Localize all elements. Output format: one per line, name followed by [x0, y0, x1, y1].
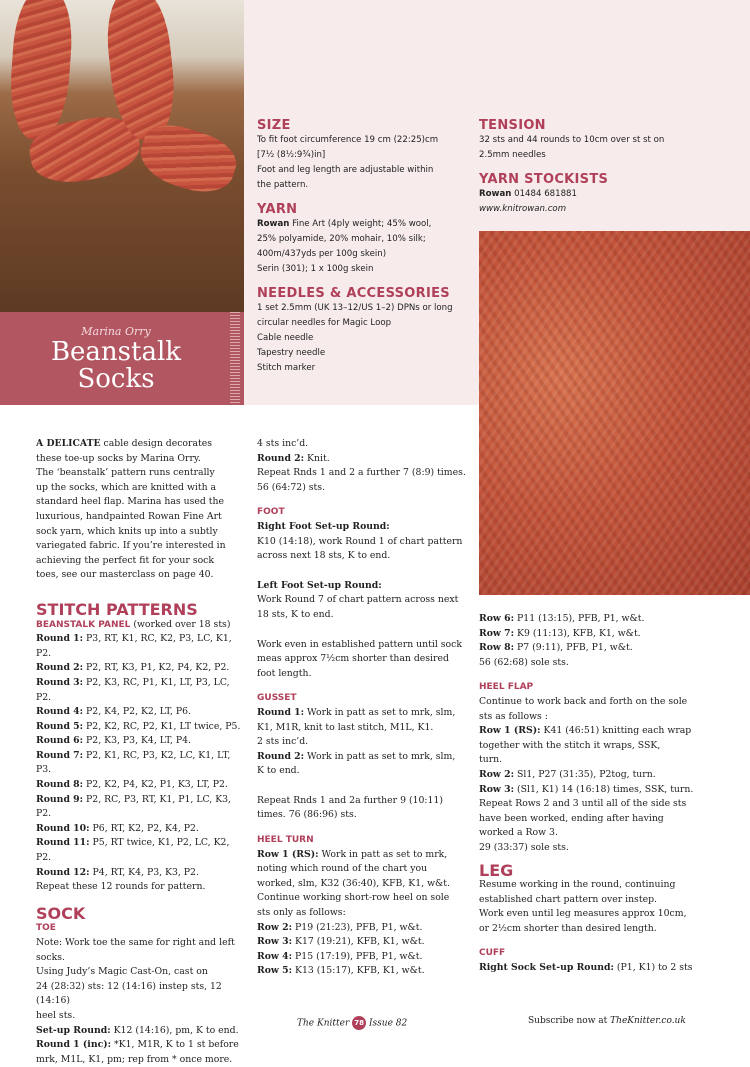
- pattern-round: Round 10: P6, RT, K2, P2, K4, P2.: [36, 822, 199, 834]
- intro-line: sock yarn, which knits up into a subtly: [36, 525, 218, 537]
- col3-line: Continue to work back and forth on the sole: [479, 695, 688, 707]
- size-line: Foot and leg length are adjustable within: [257, 165, 434, 175]
- col2-line: across next 18 sts, K to end.: [257, 550, 391, 562]
- leg-heading: LEG: [479, 860, 514, 880]
- col2-line: K1, M1R, knit to last stitch, M1L, K1.: [257, 721, 434, 733]
- title-line-1: Beanstalk: [50, 337, 182, 367]
- stitch-border: [230, 312, 240, 405]
- col3-line: Repeat Rows 2 and 3 until all of the side sts: [479, 798, 687, 810]
- needles-line: Tapestry needle: [257, 348, 326, 358]
- sock-line: Note: Work toe the same for right and left: [36, 937, 235, 948]
- col2-line: Work even in established pattern until sock: [257, 638, 462, 650]
- col3-line: worked a Row 3.: [479, 827, 558, 839]
- column-1: [36, 437, 246, 1067]
- pattern-round: Round 11: P5, RT twice, K1, P2, LC, K2, P2.: [36, 837, 230, 864]
- tension-line: 2.5mm needles: [479, 150, 546, 160]
- heel-flap-heading: HEEL FLAP: [479, 682, 534, 693]
- size-line: To fit foot circumference 19 cm (22:25)cm: [257, 135, 439, 145]
- magazine-name: The Knitter: [297, 1018, 350, 1029]
- pattern-round: Round 6: P2, K3, P3, K4, LT, P4.: [36, 735, 192, 747]
- column-2: [257, 437, 472, 979]
- heel-turn-heading: HEEL TURN: [257, 835, 314, 846]
- tension-line: 32 sts and 44 rounds to 10cm over st st on: [479, 135, 665, 145]
- col3-line: together with the stitch it wraps, SSK,: [479, 739, 661, 751]
- col2-line: Continue working short-row heel on sole: [257, 892, 450, 904]
- sock-line: socks.: [36, 951, 65, 963]
- footer-left: [297, 1016, 407, 1030]
- intro-line: The ‘beanstalk’ pattern runs centrally: [36, 467, 215, 479]
- knit-closeup-photo: [479, 231, 750, 595]
- title-panel: [0, 312, 244, 405]
- yarn-line: 400m/437yds per 100g skein): [257, 249, 387, 259]
- col2-line: Repeat Rnds 1 and 2 a further 7 (8:9) times.: [257, 467, 466, 479]
- pattern-round: Round 4: P2, K4, P2, K2, LT, P6.: [36, 706, 192, 718]
- heel-turn-row: Row 3: K17 (19:21), KFB, K1, w&t.: [257, 936, 425, 948]
- yarn-line: Serin (301); 1 x 100g skein: [257, 264, 374, 274]
- sock-setup: Set-up Round: K12 (14:16), pm, K to end.: [36, 1024, 239, 1036]
- sock-heading: SOCK: [36, 903, 86, 923]
- author-name: Marina Orry: [81, 325, 151, 338]
- yarn-heading: YARN: [257, 202, 298, 217]
- right-foot-setup: Right Foot Set-up Round:: [257, 520, 390, 532]
- col3-line: have been worked, ending after having: [479, 812, 664, 824]
- gusset-round-1: Round 1: Work in patt as set to mrk, slm,: [257, 706, 456, 718]
- col2-round-2: Round 2: Knit.: [257, 452, 330, 464]
- col3-line: or 2½cm shorter than desired length.: [479, 922, 657, 934]
- subscribe-text: Subscribe now at: [528, 1016, 611, 1026]
- intro-line: up the socks, which are knitted with a: [36, 481, 217, 493]
- heel-turn-row-1: Row 1 (RS): Work in patt as set to mrk,: [257, 848, 448, 860]
- size-line: [7½ (8½:9¾)in]: [257, 150, 326, 160]
- col2-line: noting which round of the chart you: [257, 863, 428, 875]
- col2-line: 56 (64:72) sts.: [257, 481, 326, 493]
- col2-line: worked, slm, K32 (36:40), KFB, K1, w&t.: [257, 877, 450, 889]
- pattern-repeat: Repeat these 12 rounds for pattern.: [36, 881, 206, 893]
- sock-line: Using Judy’s Magic Cast-On, cast on: [36, 966, 208, 978]
- sock-line: heel sts.: [36, 1009, 76, 1021]
- col2-line: foot length.: [257, 667, 312, 679]
- socks-photo: [0, 0, 244, 312]
- heel-turn-row: Row 2: P19 (21:23), PFB, P1, w&t.: [257, 921, 423, 933]
- intro-line: luxurious, handpainted Rowan Fine Art: [36, 510, 222, 522]
- needles-line: circular needles for Magic Loop: [257, 318, 392, 328]
- left-foot-setup: Left Foot Set-up Round:: [257, 579, 382, 591]
- col3-line: sts as follows :: [479, 710, 548, 722]
- col2-line: 18 sts, K to end.: [257, 608, 334, 620]
- stockist-web[interactable]: www.knitrowan.com: [479, 204, 567, 214]
- sock-line: 24 (28:32) sts: 12 (14:16) instep sts, 12 (14:16): [36, 980, 222, 1007]
- stockist-line: Rowan 01484 681881: [479, 189, 577, 199]
- heel-flap-row-3: Row 3: (Sl1, K1) 14 (16:18) times, SSK, turn.: [479, 783, 694, 795]
- sole-count: 56 (62:68) sole sts.: [479, 656, 569, 668]
- intro-line: toes, see our masterclass on page 40.: [36, 569, 214, 581]
- needles-line: Stitch marker: [257, 363, 316, 373]
- heel-flap-row-1: Row 1 (RS): K41 (46:51) knitting each wrap: [479, 725, 692, 737]
- needles-line: 1 set 2.5mm (UK 13–12/US 1–2) DPNs or long: [257, 303, 453, 313]
- title-line-2: Socks: [77, 364, 155, 394]
- heel-turn-row: Row 8: P7 (9:11), PFB, P1, w&t.: [479, 642, 633, 654]
- cuff-heading: CUFF: [479, 948, 506, 959]
- cuff-setup: Right Sock Set-up Round: (P1, K1) to 2 sts: [479, 962, 693, 974]
- sock-line: mrk, M1L, K1, pm; rep from * once more.: [36, 1053, 233, 1065]
- col2-line: Work Round 7 of chart pattern across next: [257, 594, 459, 606]
- needles-heading: NEEDLES & ACCESSORIES: [257, 286, 450, 301]
- page-number: 78: [352, 1016, 366, 1030]
- pattern-round: Round 2: P2, RT, K3, P1, K2, P4, K2, P2.: [36, 662, 230, 674]
- tension-heading: TENSION: [479, 118, 546, 133]
- specs-column: [257, 118, 472, 376]
- foot-heading: FOOT: [257, 507, 285, 518]
- intro-line: achieving the perfect fit for your sock: [36, 554, 215, 566]
- heel-turn-row: Row 4: P15 (17:19), PFB, P1, w&t.: [257, 950, 423, 962]
- sock-round-1: Round 1 (inc): *K1, M1R, K to 1 st before: [36, 1039, 239, 1051]
- col2-line: K to end.: [257, 765, 300, 777]
- intro-line: A DELICATE cable design decorates: [36, 438, 213, 449]
- size-heading: SIZE: [257, 118, 291, 133]
- col3-line: established chart pattern over instep.: [479, 893, 657, 905]
- footer-right: [528, 1016, 686, 1026]
- pattern-round: Round 7: P2, K1, RC, P3, K2, LC, K1, LT, P3.: [36, 749, 231, 776]
- needles-line: Cable needle: [257, 333, 314, 343]
- tension-column: [479, 118, 739, 217]
- col2-line: sts only as follows:: [257, 907, 346, 919]
- size-line: the pattern.: [257, 180, 309, 190]
- pattern-round: Round 1: P3, RT, K1, RC, K2, P3, LC, K1, P2.: [36, 633, 232, 659]
- yarn-line: Rowan Fine Art (4ply weight; 45% wool,: [257, 219, 432, 229]
- pattern-round: Round 8: P2, K2, P4, K2, P1, K3, LT, P2.: [36, 779, 228, 791]
- gusset-heading: GUSSET: [257, 693, 297, 704]
- pattern-round: Round 5: P2, K2, RC, P2, K1, LT twice, P5.: [36, 720, 241, 732]
- col2-line: 4 sts inc’d.: [257, 438, 309, 449]
- col3-line: turn.: [479, 754, 503, 766]
- gusset-round-2: Round 2: Work in patt as set to mrk, slm,: [257, 750, 456, 762]
- intro-line: standard heel flap. Marina has used the: [36, 496, 225, 508]
- col3-line: Work even until leg measures approx 10cm,: [479, 908, 687, 920]
- col2-line: meas approx 7½cm shorter than desired: [257, 653, 449, 665]
- stockists-heading: YARN STOCKISTS: [479, 172, 609, 187]
- heel-turn-row: Row 5: K13 (15:17), KFB, K1, w&t.: [257, 965, 425, 977]
- yarn-line: 25% polyamide, 20% mohair, 10% silk;: [257, 234, 426, 244]
- stitch-patterns-heading: STITCH PATTERNS: [36, 599, 198, 619]
- heel-turn-row: Row 6: P11 (13:15), PFB, P1, w&t.: [479, 613, 645, 624]
- page-title: [0, 339, 232, 393]
- col2-line: times. 76 (86:96) sts.: [257, 809, 357, 821]
- issue-number: Issue 82: [369, 1018, 408, 1029]
- toe-heading: TOE: [36, 923, 56, 934]
- col3-line: 29 (33:37) sole sts.: [479, 841, 569, 853]
- yarn-brand: Rowan: [257, 219, 290, 229]
- column-3: [479, 612, 741, 976]
- panel-title: BEANSTALK PANEL (worked over 18 sts): [36, 618, 231, 630]
- heel-flap-row-2: Row 2: Sl1, P27 (31:35), P2tog, turn.: [479, 768, 656, 780]
- col2-line: 2 sts inc’d.: [257, 736, 309, 748]
- col3-line: Resume working in the round, continuing: [479, 879, 676, 891]
- col2-line: K10 (14:18), work Round 1 of chart pattern: [257, 535, 463, 547]
- pattern-round: Round 12: P4, RT, K4, P3, K3, P2.: [36, 866, 199, 878]
- intro-line: these toe-up socks by Marina Orry.: [36, 452, 201, 464]
- heel-turn-row: Row 7: K9 (11:13), KFB, K1, w&t.: [479, 627, 641, 639]
- intro-line: variegated fabric. If you’re interested in: [36, 540, 226, 552]
- col2-line: Repeat Rnds 1 and 2a further 9 (10:11): [257, 794, 443, 806]
- pattern-round: Round 3: P2, K3, RC, P1, K1, LT, P3, LC, P2.: [36, 676, 230, 703]
- pattern-round: Round 9: P2, RC, P3, RT, K1, P1, LC, K3, P2.: [36, 793, 232, 820]
- subscribe-link[interactable]: TheKnitter.co.uk: [610, 1016, 686, 1026]
